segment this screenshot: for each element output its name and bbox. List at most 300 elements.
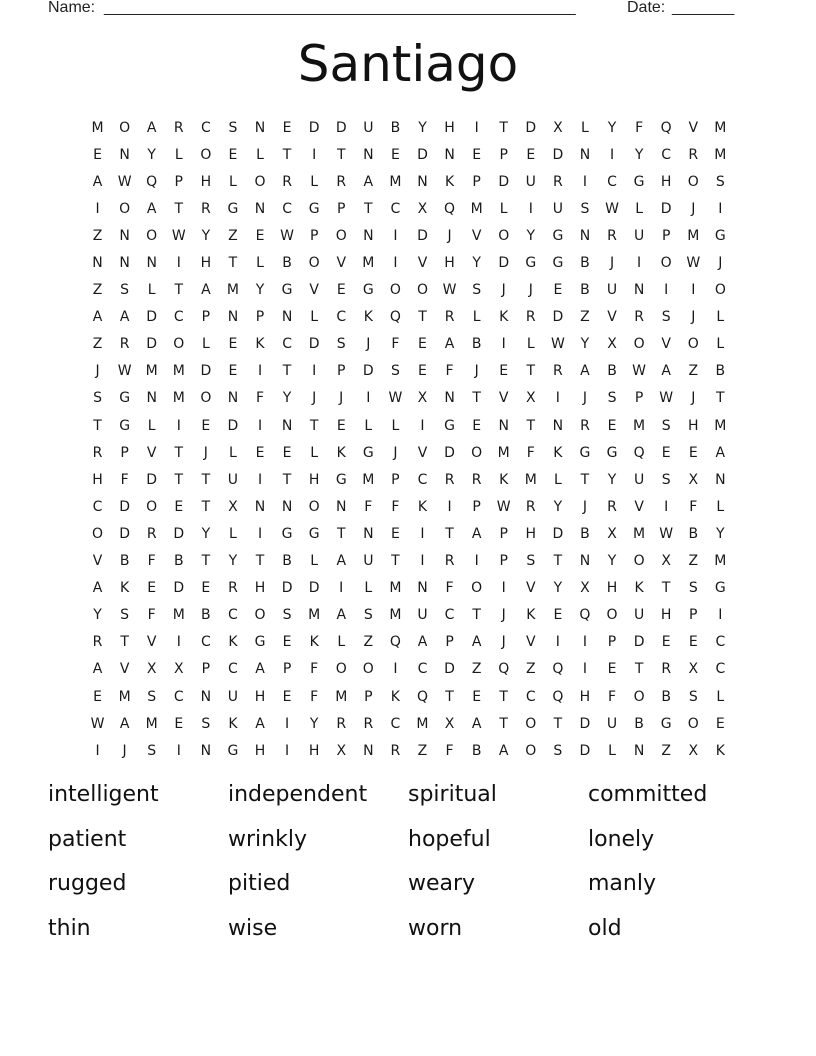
grid-letter[interactable]: I — [718, 200, 723, 217]
grid-letter[interactable]: E — [607, 661, 617, 678]
grid-letter[interactable]: D — [308, 580, 320, 597]
grid-letter[interactable]: B — [580, 255, 590, 272]
grid-letter[interactable]: P — [499, 553, 508, 570]
grid-letter[interactable]: B — [471, 742, 482, 759]
grid-letter[interactable]: S — [228, 119, 238, 136]
grid-letter[interactable]: K — [499, 309, 509, 326]
grid-letter[interactable]: V — [146, 634, 157, 651]
grid-letter[interactable]: T — [553, 553, 563, 570]
grid-letter[interactable]: V — [336, 255, 347, 272]
grid-letter[interactable]: C — [282, 336, 292, 353]
grid-letter[interactable]: F — [310, 661, 319, 678]
grid-letter[interactable]: O — [92, 525, 104, 542]
grid-letter[interactable]: S — [147, 688, 157, 705]
grid-letter[interactable]: M — [362, 471, 375, 488]
grid-letter[interactable]: C — [525, 688, 536, 705]
grid-letter[interactable]: K — [417, 498, 428, 515]
grid-letter[interactable]: T — [445, 525, 454, 542]
grid-letter[interactable]: B — [173, 553, 184, 570]
grid-letter[interactable]: I — [285, 742, 290, 759]
grid-letter[interactable]: I — [312, 363, 317, 380]
grid-letter[interactable]: T — [201, 553, 211, 570]
grid-letter[interactable]: I — [393, 661, 398, 678]
grid-letter[interactable]: S — [688, 580, 698, 597]
grid-letter[interactable]: R — [92, 634, 103, 651]
grid-letter[interactable]: A — [417, 634, 428, 651]
grid-letter[interactable]: Q — [389, 309, 401, 326]
grid-letter[interactable]: L — [391, 417, 400, 434]
grid-letter[interactable]: T — [201, 498, 211, 515]
grid-letter[interactable]: I — [312, 146, 317, 163]
grid-letter[interactable]: I — [176, 255, 181, 272]
grid-letter[interactable]: X — [661, 553, 671, 570]
grid-letter[interactable]: I — [609, 146, 615, 163]
grid-letter[interactable]: L — [229, 173, 237, 190]
grid-letter[interactable]: Y — [580, 336, 590, 353]
grid-letter[interactable]: G — [119, 390, 131, 407]
grid-letter[interactable]: X — [607, 525, 617, 542]
grid-letter[interactable]: B — [580, 525, 590, 542]
grid-letter[interactable]: S — [688, 688, 698, 705]
grid-letter[interactable]: F — [255, 390, 265, 407]
grid-letter[interactable]: V — [119, 661, 130, 678]
grid-letter[interactable]: G — [308, 525, 320, 542]
grid-letter[interactable]: E — [607, 417, 617, 434]
grid-letter[interactable]: I — [474, 119, 479, 136]
grid-letter[interactable]: D — [362, 363, 374, 380]
grid-letter[interactable]: Y — [553, 498, 563, 515]
grid-letter[interactable]: P — [337, 363, 346, 380]
grid-letter[interactable]: I — [664, 498, 669, 515]
grid-letter[interactable]: C — [92, 498, 103, 515]
grid-letter[interactable]: Q — [146, 173, 158, 190]
grid-letter[interactable]: E — [553, 282, 563, 299]
grid-letter[interactable]: W — [388, 390, 403, 407]
grid-letter[interactable]: W — [659, 390, 674, 407]
grid-letter[interactable]: W — [117, 363, 132, 380]
grid-letter[interactable]: T — [336, 525, 346, 542]
grid-letter[interactable]: O — [416, 282, 428, 299]
grid-letter[interactable]: E — [661, 444, 671, 461]
grid-letter[interactable]: V — [417, 444, 428, 461]
grid-letter[interactable]: L — [635, 200, 643, 217]
grid-letter[interactable]: I — [257, 417, 263, 434]
grid-letter[interactable]: J — [474, 363, 479, 380]
grid-letter[interactable]: I — [582, 634, 588, 651]
grid-letter[interactable]: A — [146, 200, 157, 217]
grid-letter[interactable]: P — [120, 444, 129, 461]
grid-letter[interactable]: S — [120, 607, 130, 624]
grid-letter[interactable]: G — [362, 444, 374, 461]
grid-letter[interactable]: S — [661, 471, 671, 488]
grid-letter[interactable]: L — [229, 444, 237, 461]
grid-letter[interactable]: S — [661, 309, 671, 326]
grid-letter[interactable]: K — [120, 580, 130, 597]
grid-letter[interactable]: U — [633, 227, 645, 244]
grid-letter[interactable]: C — [282, 200, 292, 217]
grid-letter[interactable]: I — [95, 742, 100, 759]
grid-letter[interactable]: A — [661, 363, 671, 380]
grid-letter[interactable]: C — [390, 200, 401, 217]
grid-letter[interactable]: G — [606, 444, 618, 461]
grid-letter[interactable]: H — [254, 688, 266, 705]
grid-letter[interactable]: A — [92, 309, 103, 326]
grid-letter[interactable]: A — [255, 715, 265, 732]
grid-letter[interactable]: M — [172, 363, 185, 380]
grid-letter[interactable]: C — [173, 309, 184, 326]
grid-letter[interactable]: C — [228, 661, 238, 678]
grid-letter[interactable]: D — [660, 200, 672, 217]
grid-letter[interactable]: U — [417, 607, 428, 624]
grid-letter[interactable]: H — [444, 119, 455, 136]
grid-letter[interactable]: W — [442, 282, 457, 299]
grid-letter[interactable]: O — [308, 498, 320, 515]
grid-letter[interactable]: R — [336, 715, 347, 732]
grid-letter[interactable]: Q — [416, 688, 428, 705]
grid-letter[interactable]: G — [227, 200, 239, 217]
grid-letter[interactable]: O — [471, 580, 483, 597]
grid-letter[interactable]: N — [119, 255, 130, 272]
grid-letter[interactable]: H — [579, 688, 591, 705]
grid-letter[interactable]: O — [254, 173, 266, 190]
grid-letter[interactable]: Z — [228, 227, 238, 244]
grid-letter[interactable]: N — [336, 498, 347, 515]
grid-letter[interactable]: E — [418, 363, 427, 380]
grid-letter[interactable]: S — [201, 715, 211, 732]
grid-letter[interactable]: R — [200, 200, 211, 217]
grid-letter[interactable]: H — [606, 580, 618, 597]
grid-letter[interactable]: Z — [661, 742, 671, 759]
grid-letter[interactable]: R — [525, 309, 536, 326]
grid-letter[interactable]: J — [691, 390, 696, 407]
grid-letter[interactable]: G — [362, 282, 374, 299]
grid-letter[interactable]: R — [444, 471, 455, 488]
grid-letter[interactable]: R — [580, 417, 590, 434]
grid-letter[interactable]: W — [171, 227, 186, 244]
grid-letter[interactable]: I — [339, 580, 344, 597]
grid-letter[interactable]: W — [496, 498, 511, 515]
grid-letter[interactable]: K — [255, 336, 265, 353]
grid-letter[interactable]: V — [526, 580, 536, 597]
grid-letter[interactable]: S — [472, 282, 482, 299]
grid-letter[interactable]: D — [417, 227, 428, 244]
grid-letter[interactable]: J — [528, 282, 533, 299]
grid-letter[interactable]: K — [499, 471, 509, 488]
grid-letter[interactable]: G — [552, 255, 564, 272]
grid-letter[interactable]: N — [498, 417, 509, 434]
grid-letter[interactable]: U — [227, 688, 239, 705]
grid-letter[interactable]: Y — [553, 580, 563, 597]
grid-letter[interactable]: R — [444, 309, 455, 326]
grid-letter[interactable]: T — [282, 363, 292, 380]
grid-letter[interactable]: I — [285, 715, 290, 732]
grid-letter[interactable]: Y — [607, 553, 617, 570]
grid-letter[interactable]: Q — [579, 607, 591, 624]
grid-letter[interactable]: J — [582, 498, 588, 515]
grid-letter[interactable]: B — [607, 363, 617, 380]
grid-letter[interactable]: O — [633, 688, 645, 705]
grid-letter[interactable]: Y — [282, 390, 292, 407]
grid-letter[interactable]: N — [579, 146, 591, 163]
grid-letter[interactable]: L — [310, 309, 319, 326]
grid-letter[interactable]: R — [146, 525, 157, 542]
grid-letter[interactable]: O — [525, 715, 537, 732]
grid-letter[interactable]: A — [146, 119, 157, 136]
grid-letter[interactable]: E — [336, 282, 346, 299]
grid-letter[interactable]: T — [553, 715, 563, 732]
grid-letter[interactable]: U — [633, 607, 645, 624]
grid-letter[interactable]: U — [363, 553, 374, 570]
grid-letter[interactable]: C — [417, 471, 428, 488]
grid-letter[interactable]: L — [310, 444, 319, 461]
grid-letter[interactable]: F — [310, 688, 319, 705]
grid-letter[interactable]: U — [227, 471, 239, 488]
grid-letter[interactable]: Y — [93, 607, 102, 624]
grid-letter[interactable]: U — [363, 119, 374, 136]
grid-letter[interactable]: D — [552, 525, 564, 542]
grid-letter[interactable]: R — [173, 119, 184, 136]
grid-letter[interactable]: N — [417, 580, 428, 597]
grid-letter[interactable]: W — [659, 525, 674, 542]
grid-letter[interactable]: L — [256, 146, 264, 163]
grid-letter[interactable]: A — [498, 742, 509, 759]
grid-letter[interactable]: X — [553, 119, 563, 136]
grid-letter[interactable]: W — [117, 173, 132, 190]
grid-letter[interactable]: B — [471, 336, 482, 353]
grid-letter[interactable]: R — [661, 661, 672, 678]
grid-letter[interactable]: Z — [688, 553, 699, 570]
grid-letter[interactable]: E — [472, 146, 482, 163]
grid-letter[interactable]: X — [417, 200, 428, 217]
grid-letter[interactable]: C — [228, 607, 238, 624]
grid-letter[interactable]: S — [661, 417, 671, 434]
grid-letter[interactable]: I — [257, 525, 263, 542]
grid-letter[interactable]: E — [472, 688, 482, 705]
grid-letter[interactable]: P — [607, 634, 617, 651]
grid-letter[interactable]: O — [200, 146, 212, 163]
grid-letter[interactable]: N — [633, 742, 645, 759]
grid-letter[interactable]: Z — [417, 742, 428, 759]
grid-letter[interactable]: A — [471, 715, 482, 732]
grid-letter[interactable]: T — [255, 553, 265, 570]
grid-letter[interactable]: S — [715, 173, 725, 190]
grid-letter[interactable]: Y — [634, 146, 644, 163]
grid-letter[interactable]: J — [366, 336, 371, 353]
grid-letter[interactable]: T — [174, 471, 184, 488]
grid-letter[interactable]: X — [580, 580, 590, 597]
grid-letter[interactable]: Z — [580, 309, 590, 326]
grid-letter[interactable]: U — [633, 471, 645, 488]
grid-letter[interactable]: K — [228, 634, 238, 651]
grid-letter[interactable]: I — [718, 607, 723, 624]
grid-letter[interactable]: K — [228, 715, 238, 732]
grid-letter[interactable]: T — [499, 715, 508, 732]
grid-letter[interactable]: J — [609, 255, 615, 272]
grid-letter[interactable]: H — [308, 742, 320, 759]
grid-letter[interactable]: T — [661, 580, 671, 597]
grid-letter[interactable]: T — [336, 146, 346, 163]
grid-letter[interactable]: N — [579, 553, 591, 570]
grid-letter[interactable]: Z — [92, 282, 103, 299]
grid-letter[interactable]: E — [282, 634, 292, 651]
grid-letter[interactable]: E — [553, 607, 563, 624]
grid-letter[interactable]: X — [146, 661, 157, 678]
grid-letter[interactable]: L — [716, 336, 725, 353]
grid-letter[interactable]: H — [687, 417, 699, 434]
grid-letter[interactable]: G — [525, 255, 537, 272]
grid-letter[interactable]: M — [389, 607, 402, 624]
grid-letter[interactable]: F — [445, 742, 454, 759]
grid-letter[interactable]: M — [308, 607, 321, 624]
grid-letter[interactable]: B — [580, 282, 590, 299]
grid-letter[interactable]: E — [499, 363, 509, 380]
grid-letter[interactable]: Y — [472, 255, 481, 272]
grid-letter[interactable]: G — [308, 200, 320, 217]
grid-letter[interactable]: A — [580, 363, 590, 380]
grid-letter[interactable]: H — [525, 525, 537, 542]
grid-letter[interactable]: F — [391, 498, 400, 515]
grid-letter[interactable]: U — [606, 282, 618, 299]
grid-letter[interactable]: R — [607, 498, 617, 515]
grid-letter[interactable]: E — [282, 119, 292, 136]
grid-letter[interactable]: W — [632, 363, 647, 380]
grid-letter[interactable]: E — [201, 417, 211, 434]
grid-letter[interactable]: L — [256, 255, 264, 272]
grid-letter[interactable]: M — [335, 688, 348, 705]
grid-letter[interactable]: M — [714, 553, 727, 570]
grid-letter[interactable]: J — [691, 200, 696, 217]
grid-letter[interactable]: G — [660, 715, 672, 732]
grid-letter[interactable]: T — [93, 417, 102, 434]
grid-letter[interactable]: F — [364, 498, 373, 515]
grid-letter[interactable]: R — [634, 309, 644, 326]
grid-letter[interactable]: L — [608, 742, 616, 759]
grid-letter[interactable]: N — [146, 255, 157, 272]
grid-letter[interactable]: N — [92, 255, 103, 272]
grid-letter[interactable]: V — [688, 119, 699, 136]
grid-letter[interactable]: L — [201, 336, 210, 353]
grid-letter[interactable]: W — [605, 200, 619, 217]
grid-letter[interactable]: P — [255, 309, 265, 326]
grid-letter[interactable]: G — [633, 173, 645, 190]
grid-letter[interactable]: T — [472, 607, 481, 624]
grid-letter[interactable]: B — [282, 255, 292, 272]
grid-letter[interactable]: O — [389, 282, 401, 299]
grid-letter[interactable]: D — [227, 417, 239, 434]
grid-letter[interactable]: Y — [418, 119, 427, 136]
grid-letter[interactable]: K — [444, 173, 455, 190]
grid-letter[interactable]: F — [689, 498, 698, 515]
grid-letter[interactable]: Y — [607, 471, 617, 488]
grid-letter[interactable]: A — [201, 282, 211, 299]
grid-letter[interactable]: T — [526, 417, 536, 434]
grid-letter[interactable]: V — [526, 634, 536, 651]
grid-letter[interactable]: X — [688, 661, 699, 678]
grid-letter[interactable]: G — [227, 742, 239, 759]
grid-letter[interactable]: E — [147, 580, 157, 597]
grid-letter[interactable]: K — [526, 607, 536, 624]
grid-letter[interactable]: D — [146, 309, 158, 326]
grid-letter[interactable]: I — [447, 498, 452, 515]
grid-letter[interactable]: C — [715, 661, 726, 678]
grid-letter[interactable]: J — [122, 742, 127, 759]
grid-letter[interactable]: E — [174, 498, 184, 515]
grid-letter[interactable]: I — [528, 200, 533, 217]
grid-letter[interactable]: S — [336, 336, 346, 353]
grid-letter[interactable]: N — [444, 146, 455, 163]
grid-letter[interactable]: E — [715, 715, 725, 732]
grid-letter[interactable]: R — [363, 715, 374, 732]
grid-letter[interactable]: O — [633, 336, 645, 353]
grid-letter[interactable]: G — [714, 227, 726, 244]
grid-letter[interactable]: F — [526, 444, 535, 461]
grid-letter[interactable]: I — [664, 282, 669, 299]
grid-letter[interactable]: N — [281, 417, 293, 434]
grid-letter[interactable]: Y — [228, 553, 238, 570]
grid-letter[interactable]: I — [501, 336, 506, 353]
grid-letter[interactable]: M — [226, 282, 239, 299]
grid-letter[interactable]: I — [474, 553, 479, 570]
grid-letter[interactable]: N — [119, 146, 130, 163]
grid-letter[interactable]: X — [688, 471, 699, 488]
grid-letter[interactable]: O — [146, 227, 158, 244]
grid-letter[interactable]: T — [499, 688, 508, 705]
grid-letter[interactable]: E — [93, 688, 102, 705]
grid-letter[interactable]: D — [308, 119, 320, 136]
grid-letter[interactable]: P — [661, 227, 671, 244]
grid-letter[interactable]: I — [555, 634, 560, 651]
grid-letter[interactable]: R — [92, 444, 103, 461]
grid-letter[interactable]: O — [254, 607, 266, 624]
grid-letter[interactable]: A — [444, 336, 455, 353]
grid-letter[interactable]: J — [718, 255, 723, 272]
grid-letter[interactable]: L — [716, 688, 725, 705]
name-blank-line[interactable]: _____________________________________________________ — [104, 0, 576, 16]
grid-letter[interactable]: L — [553, 471, 562, 488]
grid-letter[interactable]: K — [634, 580, 644, 597]
grid-letter[interactable]: P — [174, 173, 183, 190]
grid-letter[interactable]: C — [417, 661, 428, 678]
grid-letter[interactable]: N — [579, 227, 591, 244]
grid-letter[interactable]: N — [227, 390, 239, 407]
grid-letter[interactable]: Q — [660, 119, 672, 136]
grid-letter[interactable]: D — [281, 580, 293, 597]
grid-letter[interactable]: S — [93, 390, 102, 407]
grid-letter[interactable]: E — [282, 444, 292, 461]
grid-letter[interactable]: D — [444, 661, 455, 678]
grid-letter[interactable]: W — [280, 227, 294, 244]
grid-letter[interactable]: X — [228, 498, 238, 515]
grid-letter[interactable]: Z — [363, 634, 374, 651]
grid-letter[interactable]: P — [634, 390, 644, 407]
grid-letter[interactable]: P — [499, 525, 508, 542]
grid-letter[interactable]: L — [499, 200, 508, 217]
grid-letter[interactable]: I — [555, 390, 560, 407]
grid-letter[interactable]: N — [363, 525, 374, 542]
grid-letter[interactable]: V — [607, 309, 617, 326]
grid-letter[interactable]: R — [471, 471, 482, 488]
grid-letter[interactable]: N — [254, 200, 266, 217]
grid-letter[interactable]: C — [200, 119, 211, 136]
grid-letter[interactable]: G — [444, 417, 455, 434]
grid-letter[interactable]: N — [363, 742, 374, 759]
grid-letter[interactable]: Q — [552, 661, 564, 678]
grid-letter[interactable]: F — [445, 580, 454, 597]
grid-letter[interactable]: P — [472, 498, 481, 515]
grid-letter[interactable]: D — [119, 498, 130, 515]
grid-letter[interactable]: F — [445, 363, 454, 380]
grid-letter[interactable]: J — [582, 390, 588, 407]
